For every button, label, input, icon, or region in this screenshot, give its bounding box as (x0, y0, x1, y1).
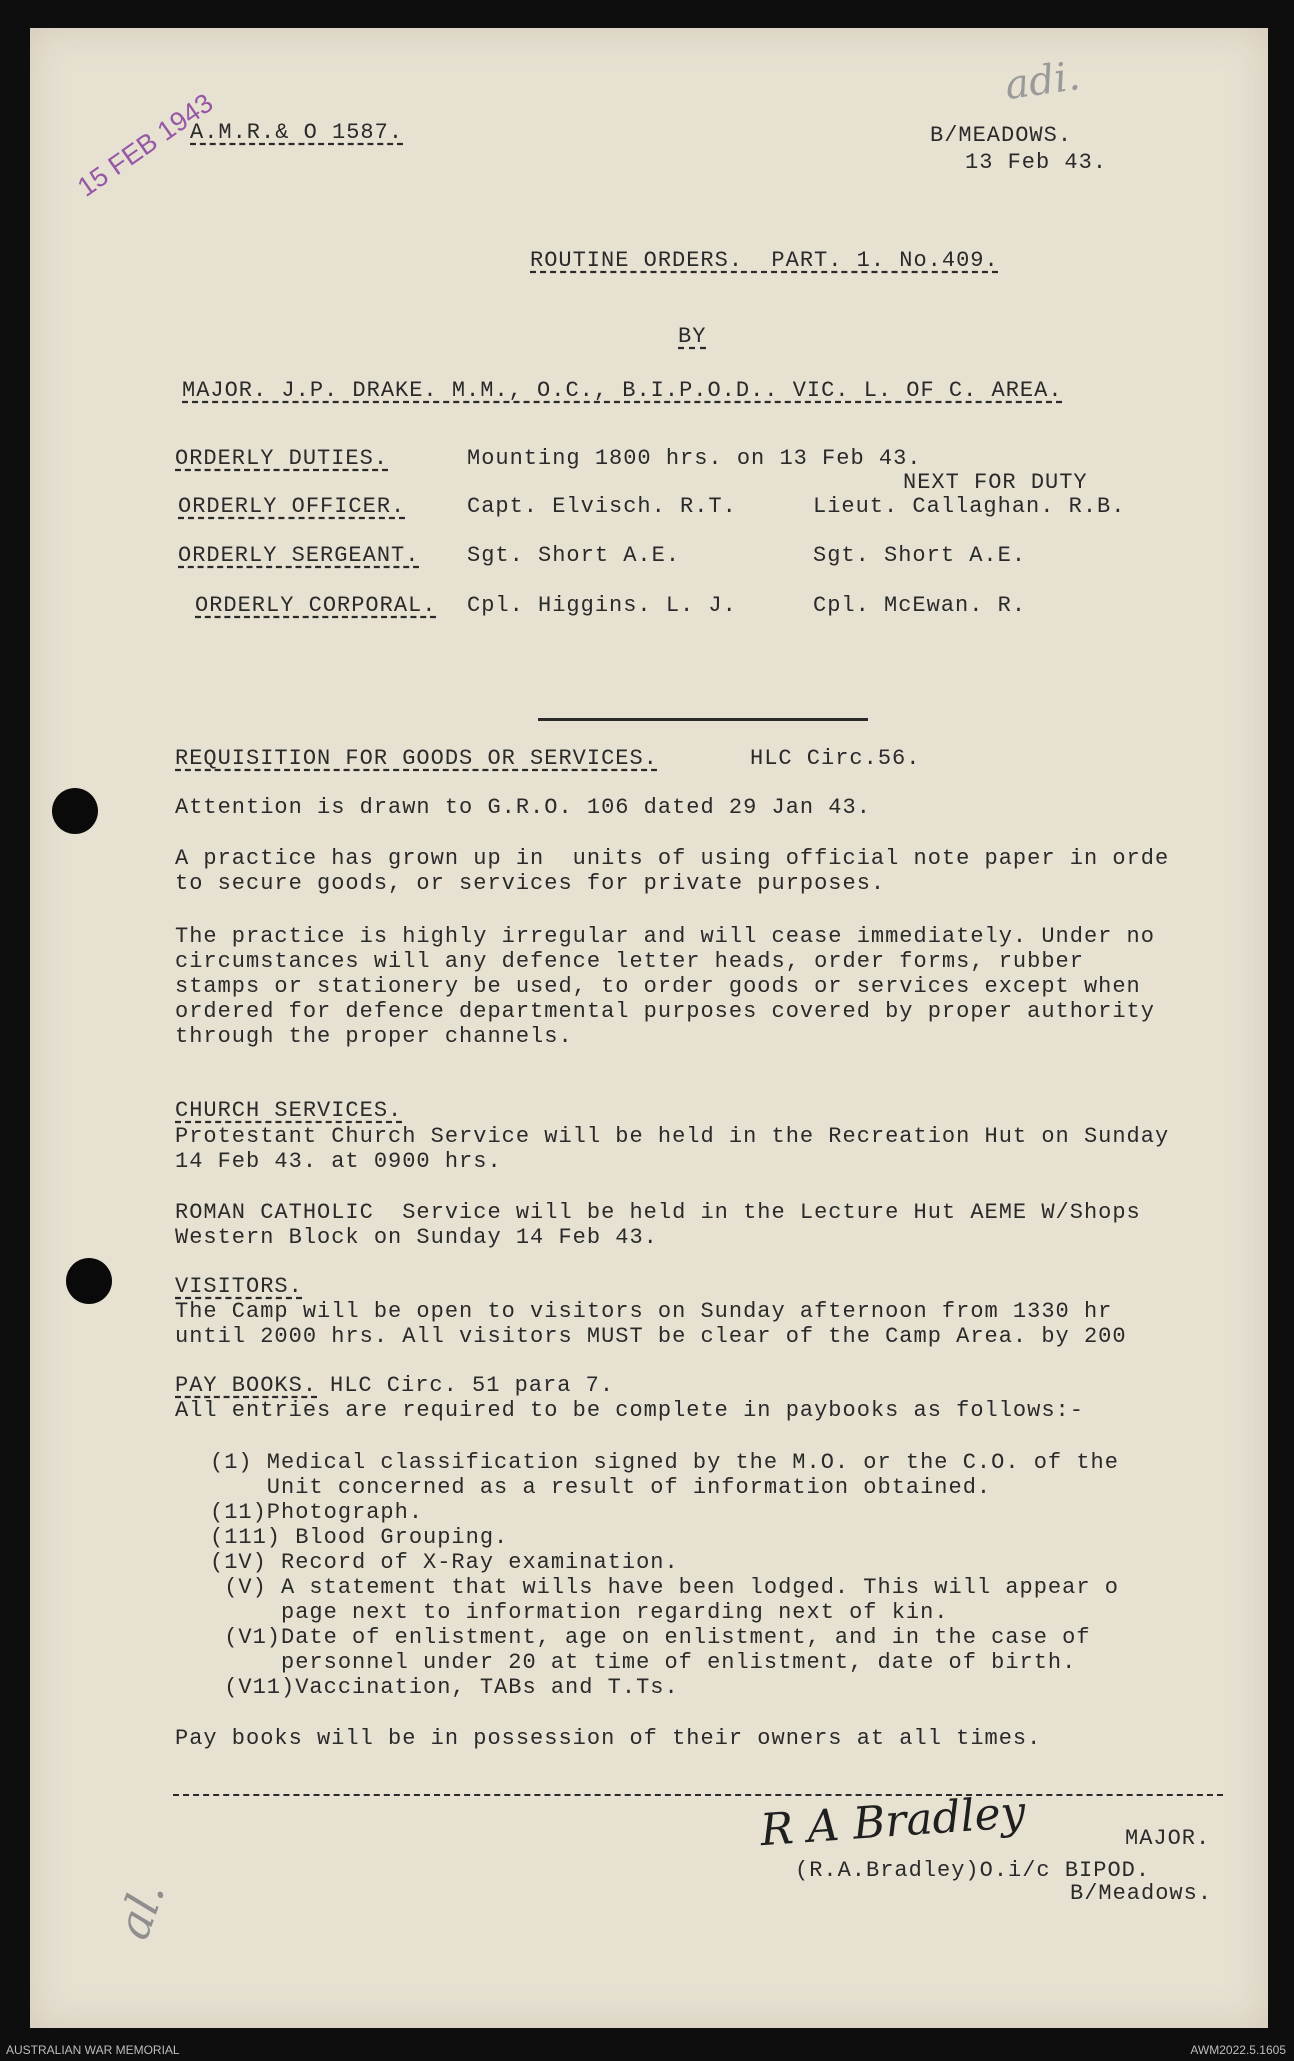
church-paragraph: Western Block on Sunday 14 Feb 43. (175, 1225, 658, 1250)
requisition-paragraph: to secure goods, or services for private purposes. (175, 871, 886, 896)
next-for-duty-heading: NEXT FOR DUTY (903, 470, 1088, 495)
pay-book-item: (11)Photograph. (210, 1500, 424, 1525)
church-paragraph: Protestant Church Service will be held in the Recreation Hut on Sunday (175, 1124, 1170, 1149)
pay-book-item: (V) A statement that wills have been lodged. This will appear o (210, 1575, 1119, 1600)
margin-initial: al. (105, 1874, 176, 1946)
pay-books-closing: Pay books will be in possession of their owners at all times. (175, 1726, 1042, 1751)
signatory-name: (R.A.Bradley)O.i/c BIPOD. (795, 1858, 1151, 1883)
pay-book-item: Unit concerned as a result of information obtained. (210, 1475, 992, 1500)
orderly-duties-heading: ORDERLY DUTIES. (175, 446, 389, 471)
duty-current: Cpl. Higgins. L. J. (467, 593, 737, 618)
visitors-paragraph: until 2000 hrs. All visitors MUST be clear of the Camp Area. by 200 (175, 1324, 1127, 1349)
header-date: 13 Feb 43. (965, 150, 1108, 175)
by-label: BY (678, 324, 707, 349)
pay-book-item: (V11)Vaccination, TABs and T.Ts. (210, 1675, 679, 1700)
section-divider (538, 718, 868, 721)
requisition-paragraph: A practice has grown up in units of using official note paper in orde (175, 846, 1170, 871)
requisition-paragraph: circumstances will any defence letter heads, order forms, rubber (175, 949, 1084, 974)
duty-next: Sgt. Short A.E. (813, 543, 1027, 568)
document-page (30, 28, 1268, 2028)
church-services-heading: CHURCH SERVICES. (175, 1098, 403, 1123)
handwritten-initials: adi. (1002, 53, 1083, 109)
duty-current: Capt. Elvisch. R.T. (467, 494, 737, 519)
duty-role: ORDERLY OFFICER. (178, 494, 406, 519)
header-location: B/MEADOWS. (930, 123, 1073, 148)
pay-books-circular: HLC Circ. 51 para 7. (330, 1373, 615, 1398)
closing-divider (173, 1794, 1223, 1796)
visitors-paragraph: The Camp will be open to visitors on Sunday afternoon from 1330 hr (175, 1299, 1113, 1324)
pay-book-item: (1) Medical classification signed by the M.O. or the C.O. of the (210, 1450, 1119, 1475)
routine-orders-title: ROUTINE ORDERS. PART. 1. No.409. (530, 248, 999, 273)
mounting-time: Mounting 1800 hrs. on 13 Feb 43. (467, 446, 922, 471)
requisition-paragraph: through the proper channels. (175, 1024, 573, 1049)
requisition-paragraph: ordered for defence departmental purposes covered by proper authority (175, 999, 1155, 1024)
signatory-rank: MAJOR. (1125, 1826, 1211, 1851)
pay-books-heading: PAY BOOKS. (175, 1373, 318, 1398)
duty-current: Sgt. Short A.E. (467, 543, 681, 568)
signatory-place: B/Meadows. (1070, 1881, 1213, 1906)
punch-hole (52, 788, 98, 834)
duty-role: ORDERLY CORPORAL. (195, 593, 437, 618)
issuing-officer: MAJOR. J.P. DRAKE. M.M., O.C., B.I.P.O.D.. VIC. L. OF C. AREA. (182, 378, 1063, 403)
pay-book-item: (111) Blood Grouping. (210, 1525, 509, 1550)
footer-credit: AUSTRALIAN WAR MEMORIAL (6, 2043, 180, 2057)
punch-hole (66, 1258, 112, 1304)
pay-book-item: (V1)Date of enlistment, age on enlistment, and in the case of (210, 1625, 1091, 1650)
handwritten-signature: R A Bradley (758, 1786, 1028, 1857)
duty-next: Cpl. McEwan. R. (813, 593, 1027, 618)
reference-number: A.M.R.& O 1587. (190, 120, 404, 145)
requisition-paragraph: Attention is drawn to G.R.O. 106 dated 29 Jan 43. (175, 795, 871, 820)
footer-accession-number: AWM2022.5.1605 (1190, 2043, 1286, 2057)
duty-next: Lieut. Callaghan. R.B. (813, 494, 1126, 519)
pay-books-intro: All entries are required to be complete in paybooks as follows:- (175, 1398, 1084, 1423)
visitors-heading: VISITORS. (175, 1274, 303, 1299)
church-paragraph: 14 Feb 43. at 0900 hrs. (175, 1149, 502, 1174)
pay-book-item: (1V) Record of X-Ray examination. (210, 1550, 679, 1575)
requisition-heading: REQUISITION FOR GOODS OR SERVICES. (175, 746, 658, 771)
duty-role: ORDERLY SERGEANT. (178, 543, 420, 568)
requisition-circular: HLC Circ.56. (750, 746, 921, 771)
pay-book-item: personnel under 20 at time of enlistment, date of birth. (210, 1650, 1077, 1675)
received-date-stamp: 15 FEB 1943 (72, 87, 219, 203)
requisition-paragraph: The practice is highly irregular and will cease immediately. Under no (175, 924, 1155, 949)
church-paragraph: ROMAN CATHOLIC Service will be held in the Lecture Hut AEME W/Shops (175, 1200, 1141, 1225)
requisition-paragraph: stamps or stationery be used, to order goods or services except when (175, 974, 1141, 999)
pay-book-item: page next to information regarding next of kin. (210, 1600, 949, 1625)
